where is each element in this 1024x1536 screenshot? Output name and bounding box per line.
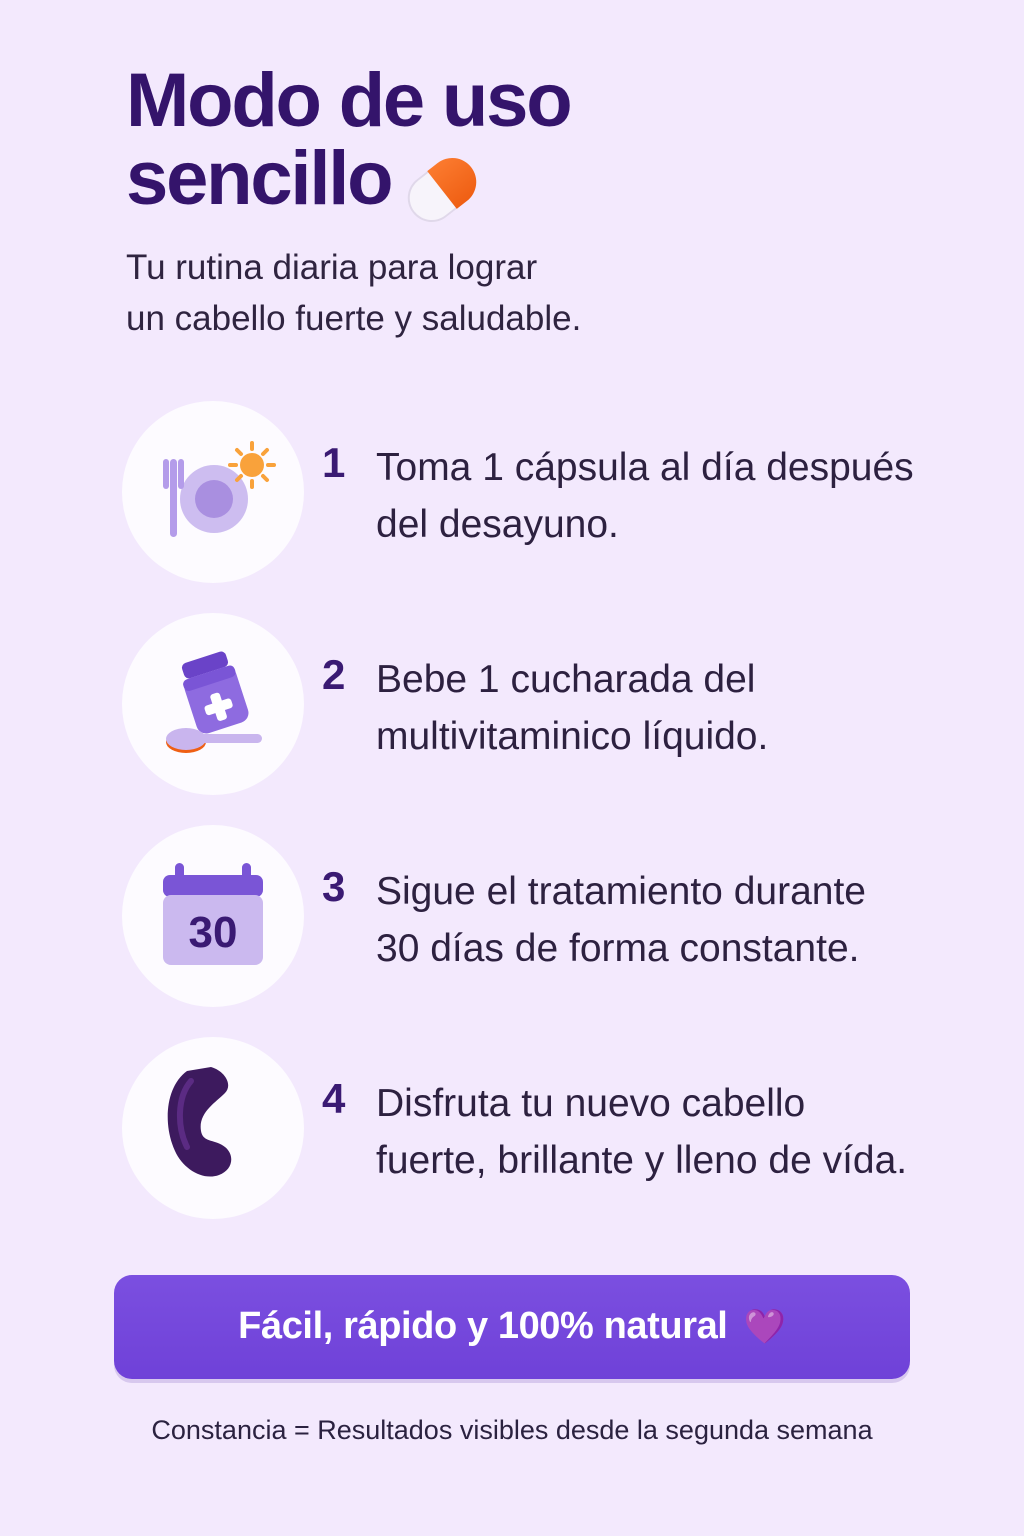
list-item bbox=[122, 843, 1024, 1007]
calendar-day-label: 30 bbox=[188, 907, 238, 957]
plate-fork-sun-icon bbox=[148, 437, 278, 547]
step-number-2: 2 bbox=[322, 650, 346, 698]
step-body-2 bbox=[304, 631, 916, 766]
step-icon-4 bbox=[122, 1037, 304, 1219]
capsule-emoji bbox=[398, 148, 486, 231]
list-item bbox=[122, 1055, 1024, 1219]
purple-heart-emoji: 💜 bbox=[743, 1307, 786, 1346]
step-body-1 bbox=[304, 419, 916, 554]
cta-banner[interactable] bbox=[114, 1275, 910, 1379]
page-title-line2: sencillo bbox=[126, 135, 392, 221]
step-icon-2 bbox=[122, 613, 304, 795]
step-text-2: Bebe 1 cucharada del multivitaminico líquido. bbox=[376, 657, 769, 759]
step-icon-1 bbox=[122, 401, 304, 583]
step-number-4: 4 bbox=[322, 1074, 346, 1122]
step-text-4: Disfruta tu nuevo cabello fuerte, brillante y lleno de vída. bbox=[376, 1081, 908, 1183]
step-body-4 bbox=[304, 1055, 916, 1190]
header bbox=[0, 0, 1024, 345]
list-item bbox=[122, 631, 1024, 795]
step-icon-3 bbox=[122, 825, 304, 1007]
cta-banner-label: Fácil, rápido y 100% natural bbox=[238, 1305, 728, 1348]
footnote: Constancia = Resultados visibles desde la segunda semana bbox=[151, 1414, 873, 1445]
page-title-line1: Modo de uso bbox=[126, 58, 571, 143]
step-number-3: 3 bbox=[322, 862, 346, 910]
steps-list bbox=[0, 419, 1024, 1219]
step-body-3 bbox=[304, 843, 916, 978]
page-subtitle bbox=[126, 243, 846, 345]
hair-strand-icon bbox=[153, 1063, 273, 1193]
page-title bbox=[126, 58, 886, 221]
step-number-1: 1 bbox=[322, 438, 346, 486]
page-subtitle-line2: un cabello fuerte y saludable. bbox=[126, 298, 582, 338]
step-text-3: Sigue el tratamiento durante 30 días de forma constante. bbox=[376, 869, 866, 971]
bottle-spoon-icon bbox=[148, 644, 278, 764]
list-item bbox=[122, 419, 1024, 583]
calendar-30-icon bbox=[149, 857, 277, 975]
step-text-1: Toma 1 cápsula al día después del desayuno. bbox=[376, 445, 914, 547]
page-subtitle-line1: Tu rutina diaria para lograr bbox=[126, 248, 538, 288]
